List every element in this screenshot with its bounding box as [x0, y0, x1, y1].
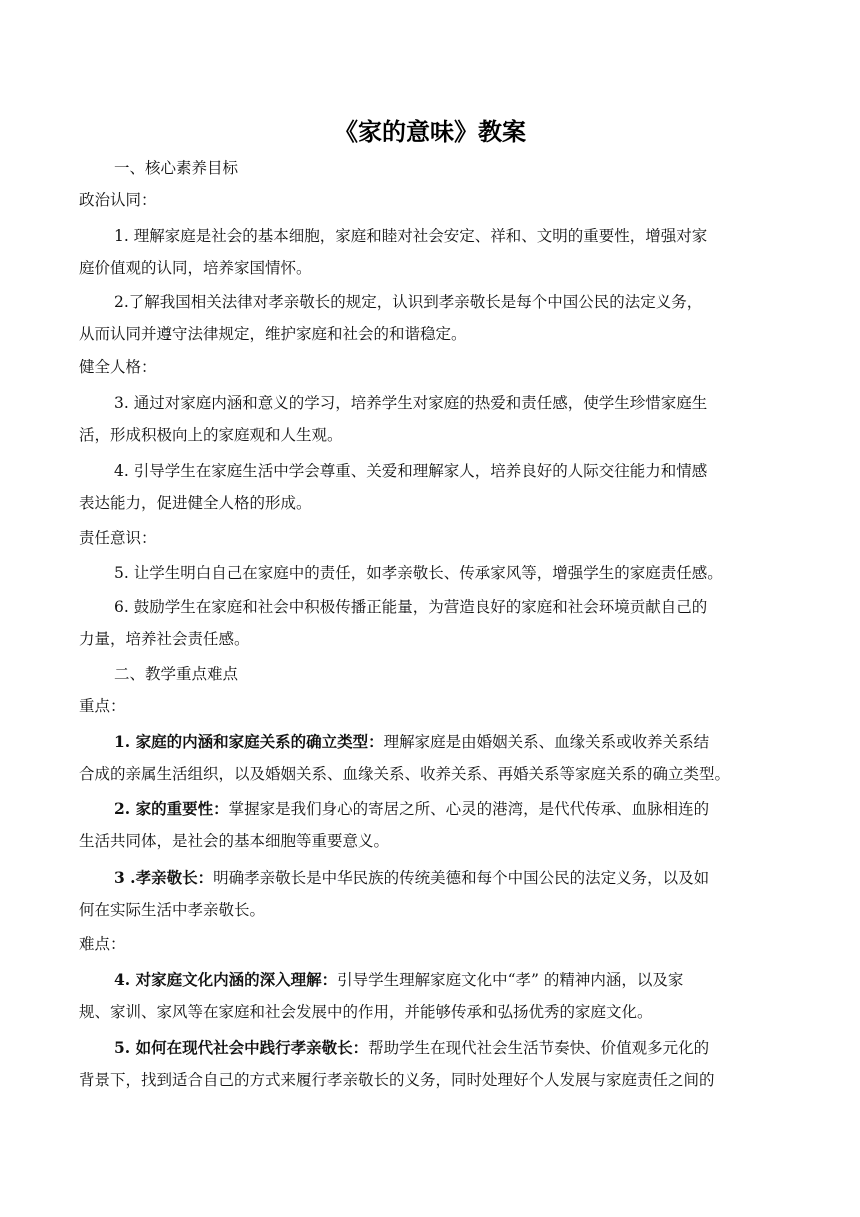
- paragraph-2-line-2: 从而认同并遵守法律规定，维护家庭和社会的和谐稳定。: [79, 325, 467, 343]
- paragraph-1-line-1: 1. 理解家庭是社会的基本细胞，家庭和睦对社会安定、祥和、文明的重要性，增强对家: [114, 227, 708, 245]
- key-point-1-text: 理解家庭是由婚姻关系、血缘关系或收养关系结: [383, 733, 710, 751]
- key-point-3-heading: 3 .孝亲敬长：: [114, 868, 214, 887]
- key-point-3-line-2: 何在实际生活中孝亲敬长。: [79, 901, 266, 919]
- paragraph-3-line-1: 3. 通过对家庭内涵和意义的学习，培养学生对家庭的热爱和责任感，使学生珍惜家庭生: [114, 394, 708, 412]
- difficult-point-4-line-1: [79, 964, 828, 996]
- paragraph-2-line-1: 2.了解我国相关法律对孝亲敬长的规定，认识到孝亲敬长是每个中国公民的法定义务，: [114, 293, 703, 311]
- difficult-point-5-line-1: [79, 1032, 828, 1064]
- section-heading-key-points: 二、教学重点难点: [114, 665, 239, 683]
- paragraph-4-line-1: 4. 引导学生在家庭生活中学会尊重、关爱和理解家人，培养良好的人际交往能力和情感: [114, 462, 708, 480]
- key-point-1-line-1: [79, 726, 828, 758]
- difficult-point-5-line-2: 背景下，找到适合自己的方式来履行孝亲敬长的义务，同时处理好个人发展与家庭责任之间的: [79, 1071, 715, 1089]
- subheading-key: 重点：: [79, 697, 126, 715]
- key-point-3-text: 明确孝亲敬长是中华民族的传统美德和每个中国公民的法定义务，以及如: [213, 869, 710, 887]
- paragraph-5-line-1: 5. 让学生明白自己在家庭中的责任，如孝亲敬长、传承家风等，增强学生的家庭责任感。: [114, 564, 723, 582]
- subheading-personality: 健全人格：: [79, 358, 157, 376]
- key-point-2-line-1: [79, 793, 828, 825]
- key-point-2-text: 掌握家是我们身心的寄居之所、心灵的港湾，是代代传承、血脉相连的: [228, 800, 710, 818]
- paragraph-4-line-2: 表达能力，促进健全人格的形成。: [79, 494, 312, 512]
- paragraph-1-line-2: 庭价值观的认同，培养家国情怀。: [79, 259, 312, 277]
- subheading-political-identity: 政治认同：: [79, 191, 157, 209]
- subheading-difficult: 难点：: [79, 935, 126, 953]
- key-point-2-heading: 2. 家的重要性：: [114, 799, 229, 818]
- difficult-point-5-heading: 5. 如何在现代社会中践行孝亲敬长：: [114, 1038, 369, 1057]
- document-title: 《家的意味》教案: [334, 118, 526, 146]
- difficult-point-5-text: 帮助学生在现代社会生活节奏快、价值观多元化的: [368, 1039, 710, 1057]
- paragraph-6-line-2: 力量，培养社会责任感。: [79, 630, 250, 648]
- section-heading-objectives: 一、核心素养目标: [114, 159, 239, 177]
- difficult-point-4-text: 引导学生理解家庭文化中“孝” 的精神内涵，以及家: [337, 971, 684, 989]
- key-point-2-line-2: 生活共同体，是社会的基本细胞等重要意义。: [79, 832, 390, 850]
- difficult-point-4-line-2: 规、家训、家风等在家庭和社会发展中的作用，并能够传承和弘扬优秀的家庭文化。: [79, 1003, 653, 1021]
- key-point-1-line-2: 合成的亲属生活组织，以及婚姻关系、血缘关系、收养关系、再婚关系等家庭关系的确立类型。: [79, 765, 731, 783]
- difficult-point-4-heading: 4. 对家庭文化内涵的深入理解：: [114, 970, 338, 989]
- key-point-1-heading: 1. 家庭的内涵和家庭关系的确立类型：: [114, 732, 384, 751]
- key-point-3-line-1: [79, 862, 828, 894]
- paragraph-6-line-1: 6. 鼓励学生在家庭和社会中积极传播正能量，为营造良好的家庭和社会环境贡献自己的: [114, 598, 708, 616]
- paragraph-3-line-2: 活，形成积极向上的家庭观和人生观。: [79, 426, 343, 444]
- subheading-responsibility: 责任意识：: [79, 529, 157, 547]
